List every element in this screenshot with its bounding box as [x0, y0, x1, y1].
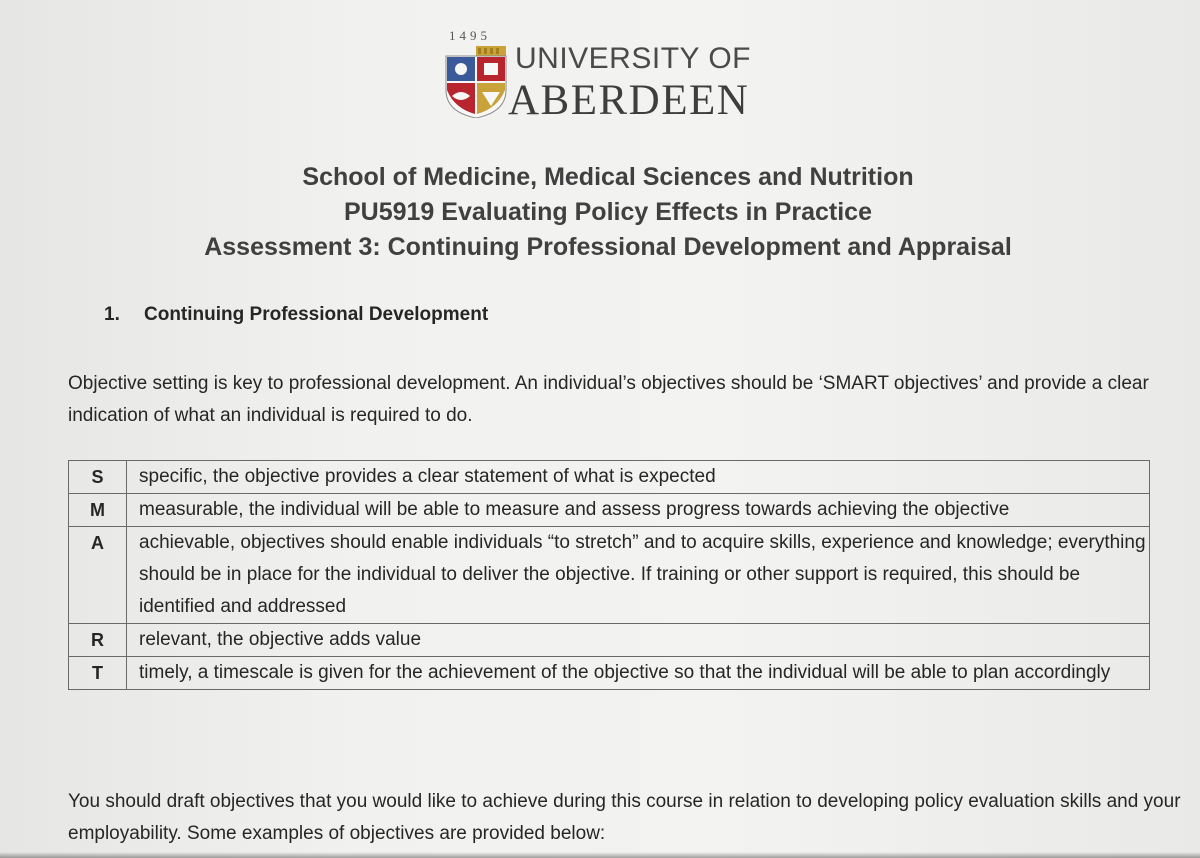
logo-year: 1495 [449, 28, 491, 43]
smart-description: achievable, objectives should enable individuals “to stretch” and to acquire skills, experience and knowledge; everything should be in place for the individual to deliver the objective. If training or other support is required, this should be identified and addressed [127, 527, 1150, 624]
school-name: School of Medicine, Medical Sciences and Nutrition [302, 163, 914, 191]
table-row [69, 624, 1150, 657]
smart-description: relevant, the objective adds value [127, 624, 1150, 657]
smart-letter: M [69, 494, 127, 527]
course-title: PU5919 Evaluating Policy Effects in Practice [343, 198, 872, 226]
university-crest-icon [444, 46, 508, 118]
logo-text-university-of: UNIVERSITY OF [515, 42, 751, 75]
logo-text-aberdeen: ABERDEEN [508, 77, 750, 124]
smart-letter: R [69, 624, 127, 657]
outro-paragraph: You should draft objectives that you would like to achieve during this course in relation to developing policy evaluation skills and your employability. Some examples of objectives are provided below: [68, 791, 1181, 844]
university-logo [440, 28, 780, 128]
page-edge-shadow [0, 852, 1200, 858]
section-number: 1. [104, 304, 120, 325]
intro-paragraph: Objective setting is key to professional development. An individual’s objectives should be ‘SMART objectives’ and provide a clear indication of what an individual is required to do. [68, 373, 1149, 426]
smart-letter: S [69, 461, 127, 494]
smart-description: measurable, the individual will be able to measure and assess progress towards achieving the objective [127, 494, 1150, 527]
table-row [69, 494, 1150, 527]
assessment-title: Assessment 3: Continuing Professional Development and Appraisal [204, 233, 1012, 261]
smart-letter: T [69, 657, 127, 690]
smart-description: specific, the objective provides a clear statement of what is expected [127, 461, 1150, 494]
table-row [69, 461, 1150, 494]
smart-objectives-table [68, 460, 1150, 690]
section-title: Continuing Professional Development [144, 304, 489, 325]
smart-description: timely, a timescale is given for the achievement of the objective so that the individual will be able to plan accordingly [127, 657, 1150, 690]
document-header [0, 160, 1200, 265]
smart-letter: A [69, 527, 127, 624]
table-row [69, 527, 1150, 624]
section-heading [104, 304, 488, 326]
table-row [69, 657, 1150, 690]
